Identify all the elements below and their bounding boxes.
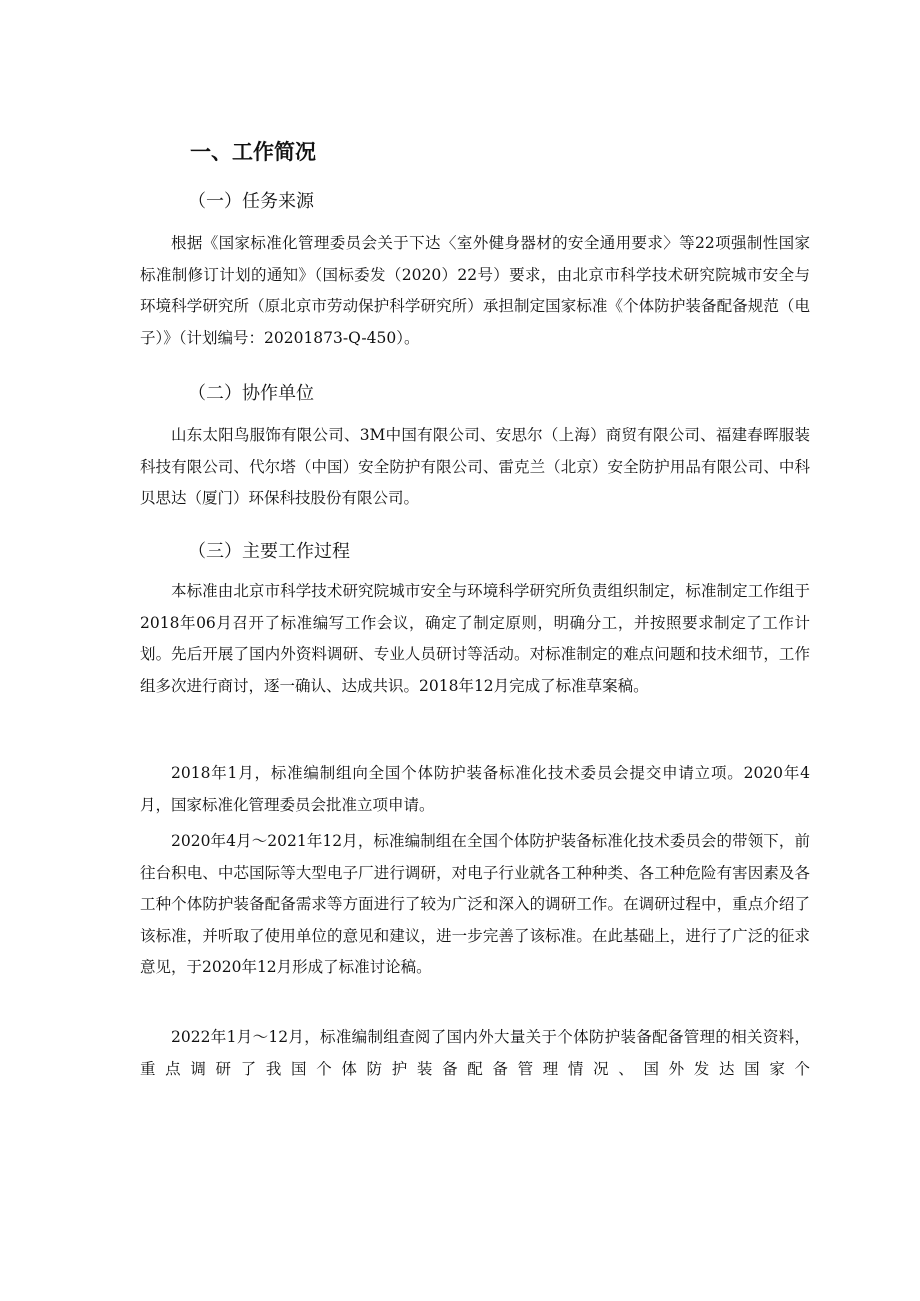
subsection-heading-partners: （二）协作单位 (188, 383, 314, 404)
paragraph-work-process-2: 2018年1月，标准编制组向全国个体防护装备标准化技术委员会提交申请立项。2020年4月，国家标准化管理委员会批准立项申请。 (140, 764, 810, 814)
paragraph-work-process-4: 2022年1月～12月，标准编制组查阅了国内外大量关于个体防护装备配备管理的相关资料，重点调研了我国个体防护装备配备管理情况、国外发达国家个 (140, 1028, 810, 1078)
paragraph-partners: 山东太阳鸟服饰有限公司、3M中国有限公司、安思尔（上海）商贸有限公司、福建春晖服装科技有限公司、代尔塔（中国）安全防护有限公司、雷克兰（北京）安全防护用品有限公司、中科贝思达（厦门）环保科技股份有限公司。 (140, 426, 810, 507)
section-title: 一、工作简况 (190, 140, 316, 164)
paragraph-work-process-1: 本标准由北京市科学技术研究院城市安全与环境科学研究所负责组织制定，标准制定工作组于2018年06月召开了标准编写工作会议，确定了制定原则，明确分工，并按照要求制定了工作计划。先后开展了国内外资料调研、专业人员研讨等活动。对标准制定的难点问题和技术细节，工作组多次进行商讨，逐一确认、达成共识。2018年12月完成了标准草案稿。 (140, 582, 810, 695)
paragraph-work-process-3: 2020年4月～2021年12月，标准编制组在全国个体防护装备标准化技术委员会的带领下，前往台积电、中芯国际等大型电子厂进行调研，对电子行业就各工种种类、各工种危险有害因素及各工种个体防护装备配备需求等方面进行了较为广泛和深入的调研工作。在调研过程中，重点介绍了该标准，并听取了使用单位的意见和建议，进一步完善了该标准。在此基础上，进行了广泛的征求意见，于2020年12月形成了标准讨论稿。 (140, 832, 810, 976)
subsection-heading-work-process: （三）主要工作过程 (188, 541, 350, 562)
paragraph-task-source: 根据《国家标准化管理委员会关于下达〈室外健身器材的安全通用要求〉等22项强制性国家标准制修订计划的通知》（国标委发（2020）22号）要求，由北京市科学技术研究院城市安全与环境科学研究所（原北京市劳动保护科学研究所）承担制定国家标准《个体防护装备配备规范（电子）》（计划编号：20201873-Q-450）。 (140, 234, 810, 347)
subsection-heading-task-source: （一）任务来源 (188, 191, 314, 212)
